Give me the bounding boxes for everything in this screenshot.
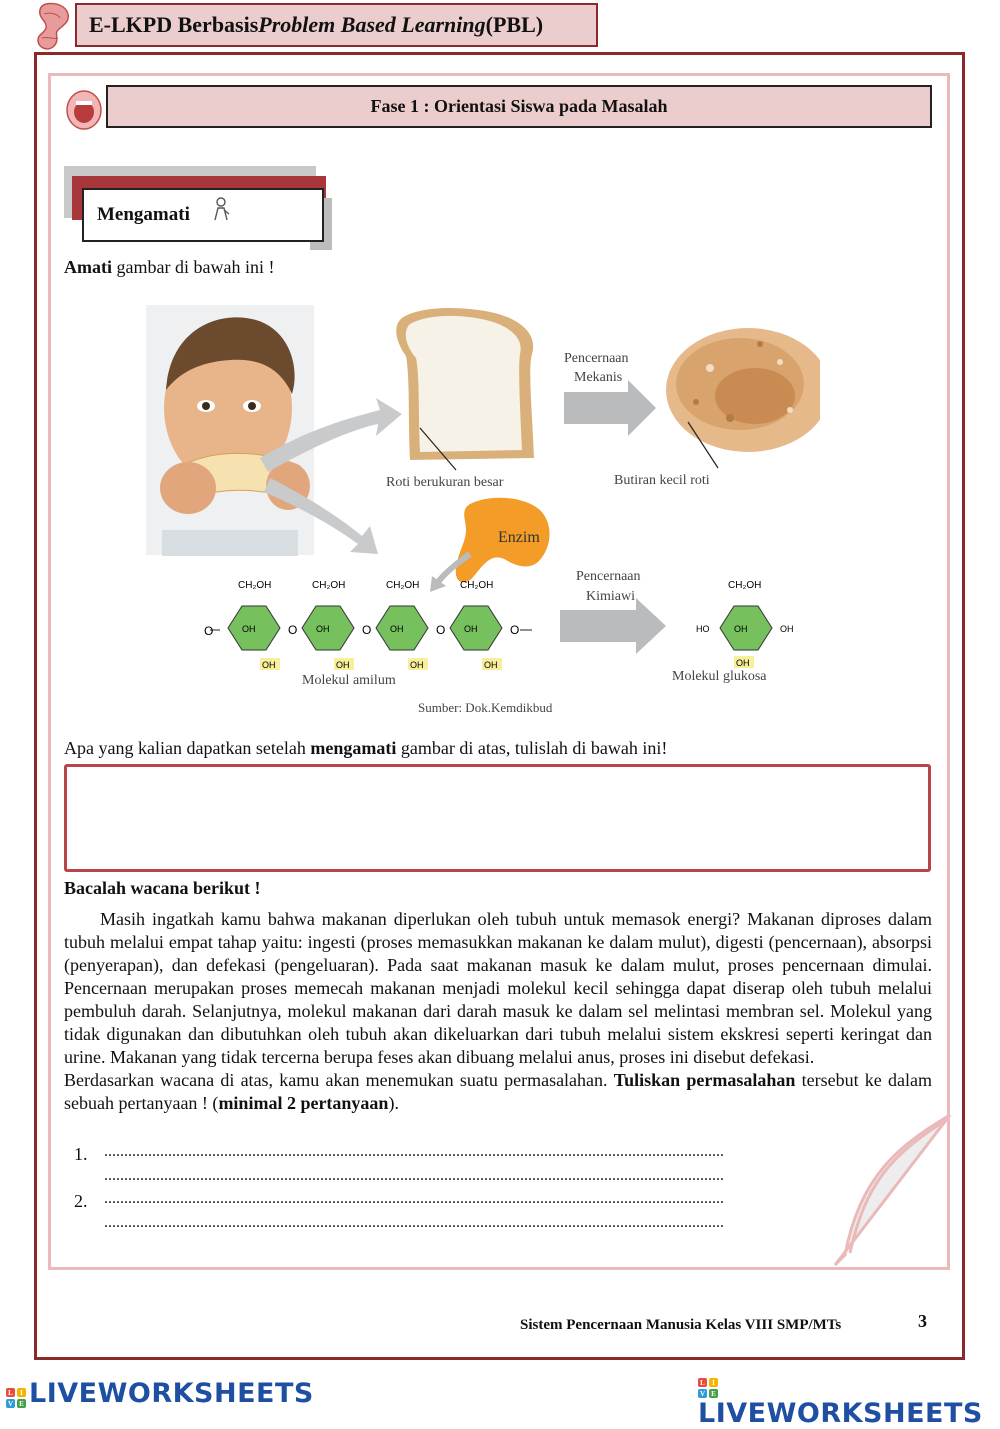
glucose-oh-bottom: OH — [736, 658, 750, 668]
mechanical-label-1: Pencernaan — [564, 351, 629, 366]
question-pre: Apa yang kalian dapatkan setelah — [64, 738, 311, 758]
glucose-oh-right: OH — [780, 624, 794, 634]
task-pre: Berdasarkan wacana di atas, kamu akan menemukan suatu permasalahan. — [64, 1070, 614, 1090]
watermark-left — [6, 1378, 314, 1409]
amylum-o-1: O — [288, 623, 298, 637]
crumbs-caption: Butiran kecil roti — [614, 473, 710, 488]
footer-subject: Sistem Pencernaan Manusia Kelas VIII SMP/MTs — [520, 1317, 842, 1333]
reading-heading: Bacalah wacana berikut ! — [64, 878, 261, 898]
chemical-label-2: Kimiawi — [586, 589, 635, 604]
oh-ring-3: OH — [390, 624, 404, 634]
watermark-left-text: LIVEWORKSHEETS — [29, 1378, 314, 1409]
oh-ring-4: OH — [464, 624, 478, 634]
section-tag-mengamati — [82, 188, 324, 242]
enzyme-label: Enzim — [498, 529, 540, 546]
amylum-o-right: O — [510, 623, 520, 637]
bread-caption: Roti berukuran besar — [386, 475, 504, 490]
logo-letter-e: E — [17, 1399, 26, 1408]
logo-letter-i: I — [709, 1378, 718, 1387]
glucose-ho: HO — [696, 624, 710, 634]
instruction — [64, 256, 274, 279]
oh-3: OH — [410, 660, 424, 670]
glucose-oh-ring: OH — [734, 624, 748, 634]
ch2oh-4: CH₂OH — [460, 580, 494, 591]
page-number: 3 — [918, 1311, 927, 1331]
answer-number-2: 2. — [74, 1191, 88, 1211]
reading-paragraph: Masih ingatkah kamu bahwa makanan diperlukan oleh tubuh untuk memasok energi? Makanan diproses dalam tubuh melalui empat tahap yaitu: ingesti (proses memasukkan makanan ke dalam mulut), digesti (pencernaan), absorpsi (penyerapan), dan defekasi (pengeluaran). Pada saat makanan masuk ke dalam mulut, proses pencernaan dimulai. Pencernaan merupakan proses memecah makanan menjadi molekul kecil sehingga dapat diserap oleh tubuh melalui pembuluh darah. Selanjutnya, molekul makanan dari darah masuk ke dalam sel melintasi membran sel. Molekul yang tidak digunakan dan dibutuhkan oleh tubuh akan dikeluarkan dari tubuh melalui sistem ekskresi seperti keringat dan urine. Makanan yang tidak tercerna berupa feses akan dibuang melalui anus, proses ini disebut defekasi. — [64, 909, 932, 1067]
amylum-o-2: O — [362, 623, 372, 637]
observation-question — [64, 737, 667, 760]
title-suffix: (PBL) — [485, 12, 544, 37]
mouth-icon — [64, 88, 104, 132]
glucose-ch2oh: CH₂OH — [728, 580, 762, 591]
ch2oh-1: CH₂OH — [238, 580, 272, 591]
observation-answer-input[interactable] — [64, 764, 931, 872]
mechanical-label-2: Mekanis — [574, 370, 623, 385]
title-italic: Problem Based Learning — [258, 12, 486, 37]
logo-letter-v: V — [7, 1399, 14, 1408]
watermark-right-text: LIVEWORKSHEETS — [698, 1398, 983, 1429]
logo-letter-l: L — [6, 1388, 15, 1397]
instruction-rest: gambar di bawah ini ! — [112, 257, 275, 277]
logo-letter-e: E — [709, 1389, 718, 1398]
child-eating-photo — [146, 305, 314, 556]
digestive-organ-icon — [32, 0, 76, 52]
folded-corner — [830, 1115, 955, 1275]
reading-passage — [64, 908, 932, 1115]
ch2oh-2: CH₂OH — [312, 580, 346, 591]
question-bold: mengamati — [310, 738, 397, 758]
digestion-figure — [140, 298, 820, 718]
answer-line-1a[interactable]: ........................................................................................................................................................... — [104, 1143, 724, 1160]
ch2oh-3: CH₂OH — [386, 580, 420, 591]
oh-1: OH — [262, 660, 276, 670]
task-mid: tersebut ke dalam sebuah pertanyaan ! ( — [64, 1070, 932, 1113]
bread-slice — [396, 308, 534, 460]
answer-number-1: 1. — [74, 1144, 88, 1164]
chemical-label-1: Pencernaan — [576, 569, 641, 584]
glucose-molecule — [696, 580, 794, 668]
oh-2: OH — [336, 660, 350, 670]
task-end: ). — [388, 1093, 399, 1113]
logo-letter-v: V — [699, 1389, 706, 1398]
worksheet-title — [75, 3, 598, 47]
glucose-caption: Molekul glukosa — [672, 669, 767, 684]
oh-ring-1: OH — [242, 624, 256, 634]
answer-line-2b[interactable]: ........................................................................................................................................................... — [104, 1214, 724, 1231]
liveworksheets-logo-icon — [698, 1378, 718, 1398]
task-bold: Tuliskan permasalahan — [613, 1070, 796, 1090]
oh-4: OH — [484, 660, 498, 670]
instruction-bold: Amati — [64, 257, 112, 277]
watermark-right — [698, 1378, 1000, 1429]
amylum-molecule — [204, 580, 532, 670]
question-post: gambar di atas, tulislah di bawah ini! — [396, 738, 668, 758]
amylum-o-3: O — [436, 623, 446, 637]
figure-source: Sumber: Dok.Kemdikbud — [418, 700, 553, 715]
liveworksheets-logo-icon — [6, 1388, 26, 1408]
amylum-caption: Molekul amilum — [302, 673, 396, 688]
oh-ring-2: OH — [316, 624, 330, 634]
logo-letter-l: L — [698, 1378, 707, 1387]
logo-letter-i: I — [17, 1388, 26, 1397]
bread-crumbs — [666, 328, 820, 452]
task-bold2: minimal 2 pertanyaan — [218, 1093, 389, 1113]
amylum-o-left: O — [204, 624, 214, 638]
answer-line-2a[interactable]: ........................................................................................................................................................... — [104, 1190, 724, 1207]
title-prefix: E-LKPD Berbasis — [89, 12, 259, 37]
answer-line-1b[interactable]: ........................................................................................................................................................... — [104, 1167, 724, 1184]
phase-title: Fase 1 : Orientasi Siswa pada Masalah — [106, 85, 932, 128]
observer-icon — [211, 196, 231, 222]
section-tag-label: Mengamati — [97, 204, 190, 225]
